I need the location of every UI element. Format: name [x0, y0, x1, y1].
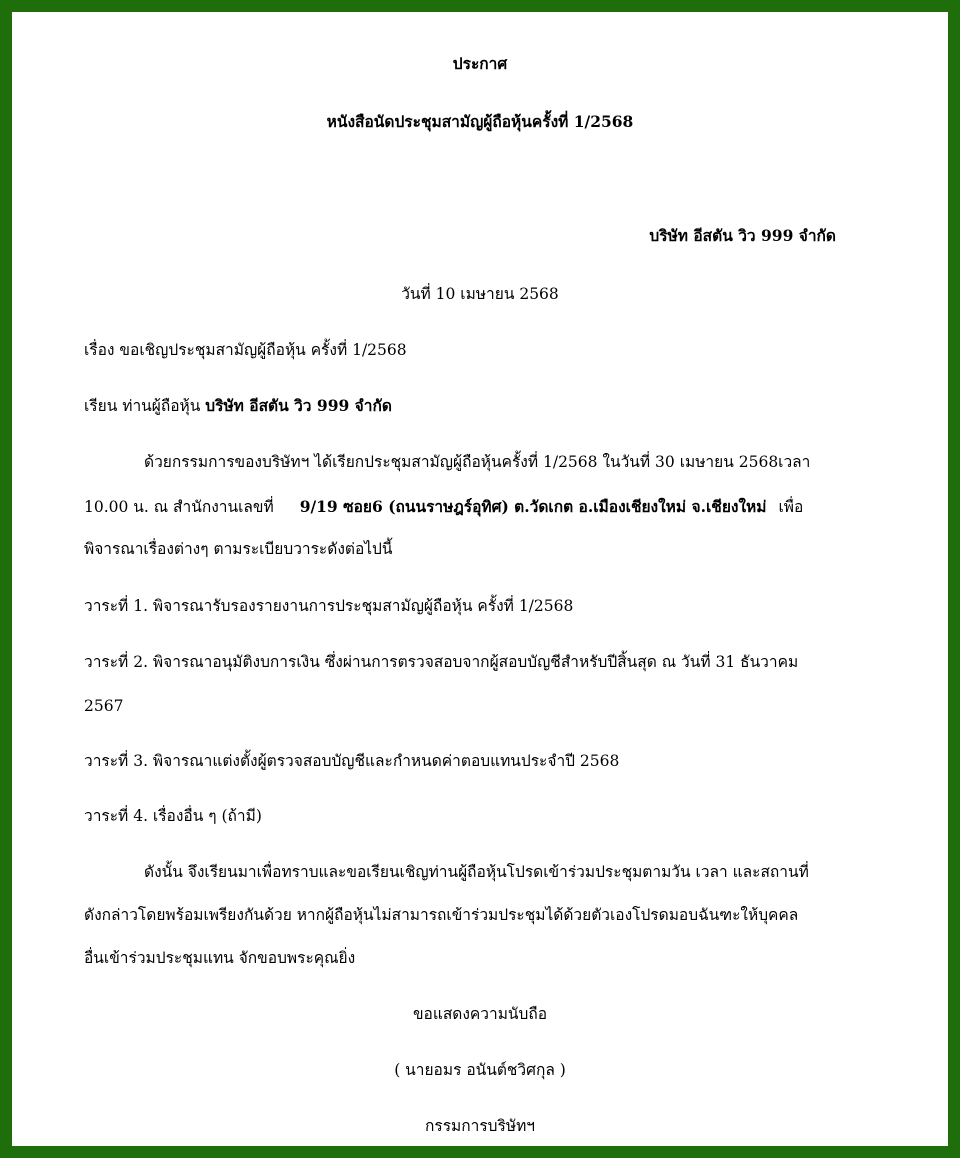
salutation-prefix: เรียน ท่านผู้ถือหุ้น [84, 397, 201, 415]
closing-line-2: ดังกล่าวโดยพร้อมเพรียงกันด้วย หากผู้ถือหุ้นไม่สามารถเข้าร่วมประชุมได้ด้วยตัวเองโปรดมอบฉันฑะให้บุคคล [84, 906, 799, 924]
closing-line-3: อื่นเข้าร่วมประชุมแทน จักขอบพระคุณยิ่ง [84, 949, 356, 967]
agenda-item-1: วาระที่ 1. พิจารณารับรองรายงานการประชุมสามัญผู้ถือหุ้น ครั้งที่ 1/2568 [84, 597, 574, 615]
intro-time-location: 10.00 น. ณ สำนักงานเลขที่ [84, 498, 274, 516]
salutation-line [84, 396, 392, 416]
intro-line-1: ด้วยกรรมการของบริษัทฯ ได้เรียกประชุมสามัญผู้ถือหุ้นครั้งที่ 1/2568 ในวันที่ 30 เมษายน 2568เวลา [144, 453, 811, 471]
document-title: ประกาศ [452, 54, 508, 73]
intro-purpose: เพื่อ [778, 498, 804, 516]
agenda-item-4: วาระที่ 4. เรื่องอื่น ๆ (ถ้ามี) [84, 807, 262, 825]
subject-line: เรื่อง ขอเชิญประชุมสามัญผู้ถือหุ้น ครั้งที่ 1/2568 [84, 341, 407, 359]
company-name: บริษัท อีสตัน วิว 999 จำกัด [649, 226, 836, 245]
signatory-position: กรรมการบริษัทฯ [425, 1117, 535, 1135]
document-date: วันที่ 10 เมษายน 2568 [401, 285, 559, 303]
signatory-name: ( นายอมร อนันต์ชวิศกุล ) [394, 1061, 566, 1079]
closing-line-1: ดังนั้น จึงเรียนมาเพื่อทราบและขอเรียนเชิญท่านผู้ถือหุ้นโปรดเข้าร่วมประชุมตามวัน เวลา และสถานที่ [144, 863, 809, 881]
agenda-item-3: วาระที่ 3. พิจารณาแต่งตั้งผู้ตรวจสอบบัญชีและกำหนดค่าตอบแทนประจำปี 2568 [84, 752, 620, 770]
salutation-company: บริษัท อีสตัน วิว 999 จำกัด [205, 396, 392, 415]
intro-line-3: พิจารณาเรื่องต่างๆ ตามระเบียบวาระดังต่อไปนี้ [84, 540, 393, 558]
agenda-item-2-cont: 2567 [84, 697, 124, 715]
agenda-item-2: วาระที่ 2. พิจารณาอนุมัติงบการเงิน ซึ่งผ่านการตรวจสอบจากผู้สอบบัญชีสำหรับปีสิ้นสุด ณ วันที่ 31 ธันวาคม [84, 653, 799, 671]
intro-address: 9/19 ซอย6 (ถนนราษฎร์อุทิศ) ต.วัดเกต อ.เมืองเชียงใหม่ จ.เชียงใหม่ [299, 497, 767, 516]
document-subtitle: หนังสือนัดประชุมสามัญผู้ถือหุ้นครั้งที่ 1/2568 [326, 112, 634, 131]
intro-line-2 [84, 497, 803, 517]
closing-regards: ขอแสดงความนับถือ [412, 1005, 548, 1023]
